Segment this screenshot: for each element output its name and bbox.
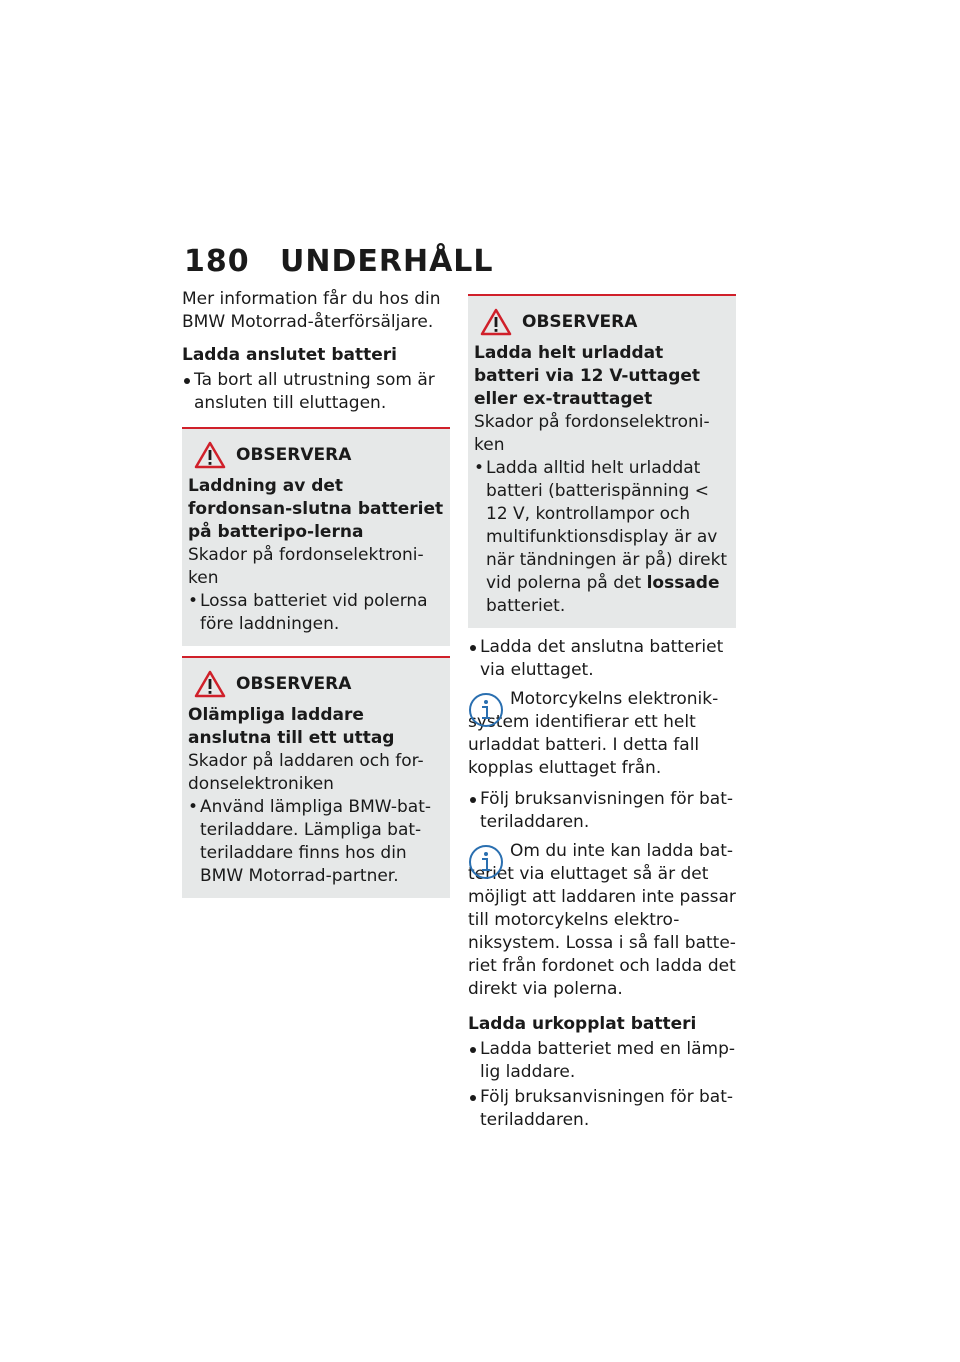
notice-text: Skador på fordonselektroni-ken [188, 545, 424, 588]
notice-bullet: • Använd lämpliga BMW-bat-teriladdare. Lämpliga bat-teriladdare finns hos din BMW Motorrad-partner. [188, 796, 444, 888]
notice-text: Skador på fordonselektroni-ken [474, 412, 710, 455]
notice-headline: Olämpliga laddare anslutna till ett uttag [188, 705, 395, 748]
notice-label: OBSERVERA [522, 312, 638, 332]
list-item: Följ bruksanvisningen för bat-teriladdaren. [468, 1086, 736, 1132]
section-heading-connected-battery: Ladda anslutet batteri [182, 345, 397, 365]
list-item: Ta bort all utrustning som är ansluten till eluttagen. [182, 369, 450, 415]
warning-triangle-icon [194, 670, 226, 698]
notice-text: Skador på laddaren och for-donselektroniken [188, 751, 424, 794]
list-item: Följ bruksanvisningen för bat-teriladdaren. [468, 788, 736, 834]
info-note [468, 688, 736, 780]
notice-box [182, 427, 450, 646]
notice-bullet-text: Ladda alltid helt urladdat batteri (batterispänning < 12 V, kontrollampor och multifunktionsdisplay är av när tändningen är på) direkt vid polerna på det [486, 458, 728, 593]
page-header [184, 244, 494, 279]
notice-bullet-emphasis: lossade [646, 573, 720, 593]
list-item: Ladda det anslutna batteriet via eluttaget. [468, 636, 736, 682]
notice-box [182, 656, 450, 898]
notice-label: OBSERVERA [236, 445, 352, 465]
info-icon [468, 844, 504, 880]
notice-headline: Laddning av det fordonsan-slutna batteriet på batteripo-lerna [188, 476, 444, 542]
info-text: Motorcykelns elektronik-system identifierar ett helt urladdat batteri. I detta fall kopplas eluttaget från. [468, 689, 719, 778]
notice-label: OBSERVERA [236, 674, 352, 694]
notice-bullet-text-end: batteriet. [486, 596, 566, 616]
notice-headline: Ladda helt urladdat batteri via 12 V-uttaget eller ex-trauttaget [474, 343, 701, 409]
info-note [468, 840, 736, 1001]
page-number: 180 [184, 244, 250, 279]
notice-box [468, 294, 736, 628]
page-title: UNDERHÅLL [280, 244, 494, 279]
notice-bullet [474, 457, 730, 618]
warning-triangle-icon [194, 441, 226, 469]
right-column [468, 288, 736, 1132]
info-text: Om du inte kan ladda bat-teriet via eluttaget så är det möjligt att laddaren inte passar till motorcykelns elektro-niksystem. Lossa i så fall batte-riet från fordonet och ladda det direkt via polerna. [468, 841, 736, 999]
intro-text: Mer information får du hos din BMW Motorrad-återförsäljare. [182, 289, 441, 332]
list-item: Ladda batteriet med en lämp-lig laddare. [468, 1038, 736, 1084]
info-icon [468, 692, 504, 728]
notice-bullet: • Lossa batteriet vid polerna före laddningen. [188, 590, 444, 636]
warning-triangle-icon [480, 308, 512, 336]
section-heading-disconnected-battery: Ladda urkopplat batteri [468, 1014, 697, 1034]
left-column [182, 288, 450, 898]
